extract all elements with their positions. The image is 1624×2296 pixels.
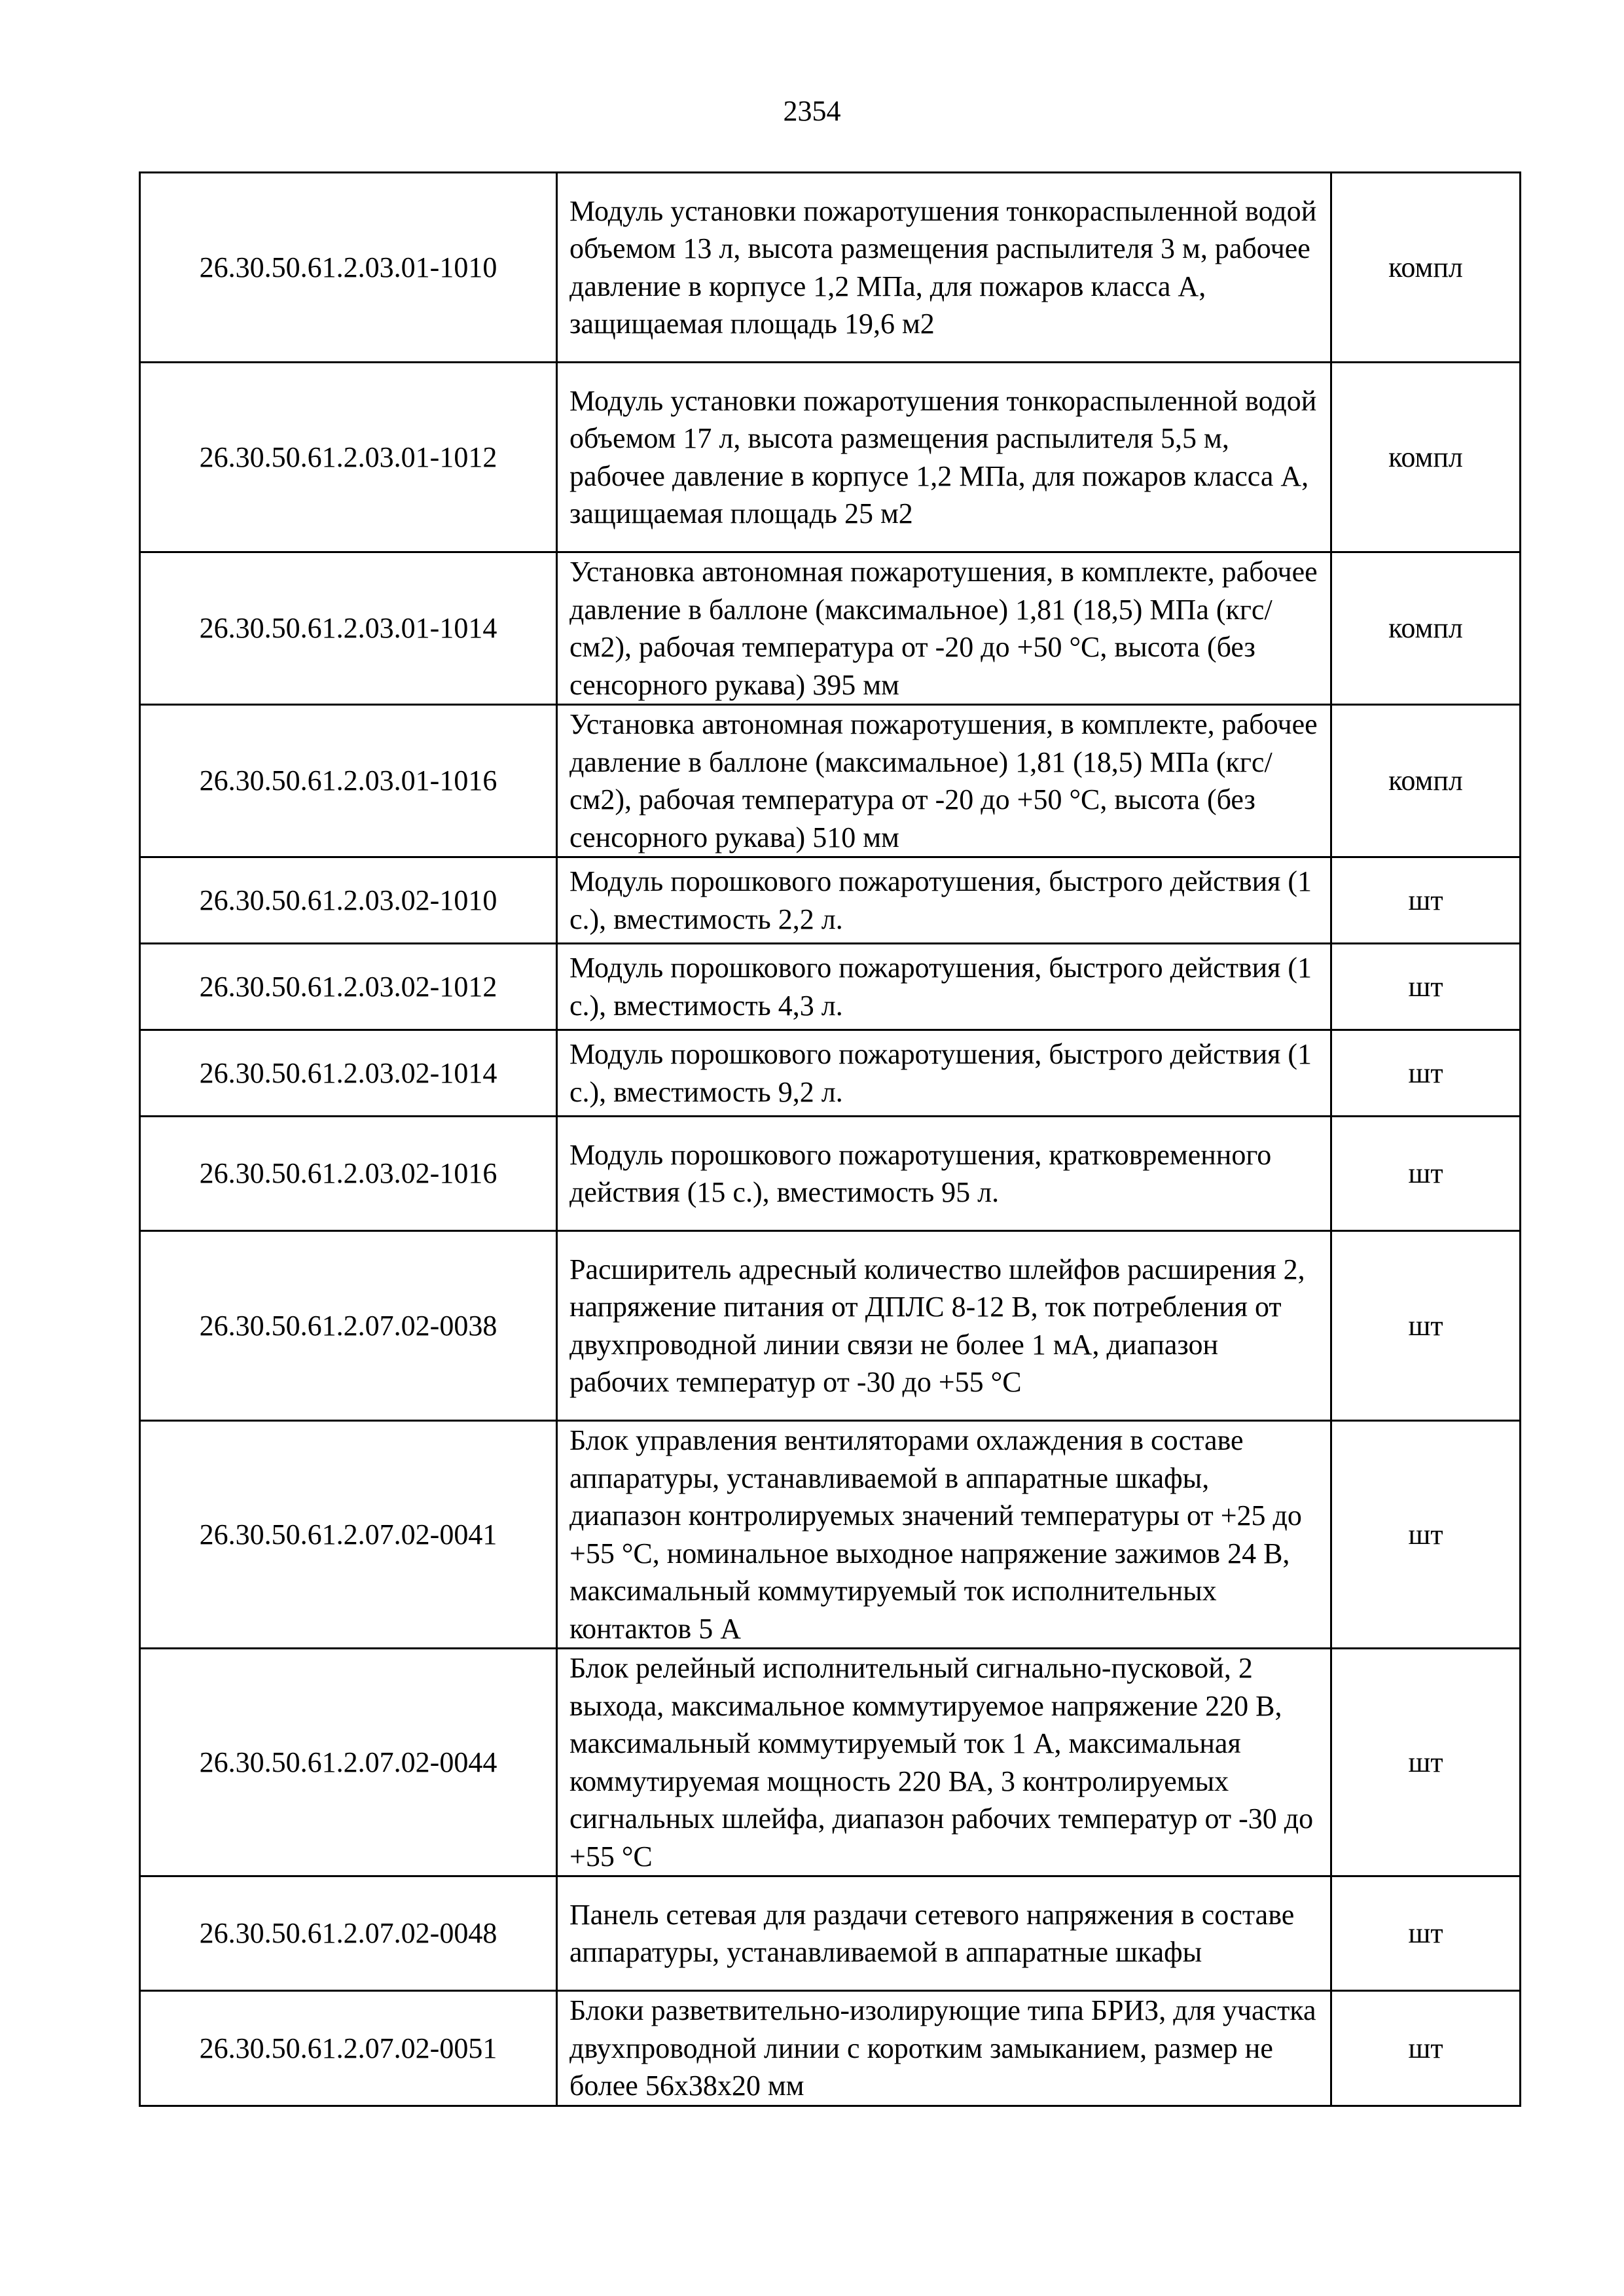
resource-code: 26.30.50.61.2.03.02-1012 [140,944,557,1030]
resource-code: 26.30.50.61.2.07.02-0038 [140,1231,557,1421]
table-row [140,1030,1521,1117]
unit-of-measure: шт [1331,1231,1521,1421]
resource-code: 26.30.50.61.2.07.02-0041 [140,1421,557,1649]
resource-description: Модуль порошкового пожаротушения, кратковременного действия (15 с.), вместимость 95 л. [557,1117,1331,1231]
unit-of-measure: шт [1331,1876,1521,1991]
unit-of-measure: шт [1331,1030,1521,1117]
resource-code: 26.30.50.61.2.03.02-1014 [140,1030,557,1117]
resource-code: 26.30.50.61.2.03.01-1014 [140,552,557,705]
resource-code: 26.30.50.61.2.03.01-1010 [140,173,557,363]
table-row [140,857,1521,944]
table-row [140,363,1521,552]
table-row [140,1421,1521,1649]
unit-of-measure: шт [1331,1421,1521,1649]
resource-code: 26.30.50.61.2.03.02-1016 [140,1117,557,1231]
resource-code: 26.30.50.61.2.07.02-0048 [140,1876,557,1991]
resource-code: 26.30.50.61.2.07.02-0051 [140,1991,557,2106]
resource-code: 26.30.50.61.2.03.02-1010 [140,857,557,944]
table-row [140,944,1521,1030]
resource-description: Блок управления вентиляторами охлаждения в составе аппаратуры, устанавливаемой в аппаратные шкафы, диапазон контролируемых значений температуры от +25 до +55 °С, номинальное выходное напряжение зажимов 24 В, максимальный коммутируемый ток исполнительных контактов 5 А [557,1421,1331,1649]
table-row [140,552,1521,705]
table-row [140,705,1521,857]
resource-table [139,171,1521,2107]
unit-of-measure: шт [1331,1991,1521,2106]
unit-of-measure: компл [1331,173,1521,363]
resource-description: Модуль порошкового пожаротушения, быстрого действия (1 с.), вместимость 4,3 л. [557,944,1331,1030]
page-number: 2354 [783,95,841,127]
table-row [140,1876,1521,1991]
resource-description: Блок релейный исполнительный сигнально-пусковой, 2 выхода, максимальное коммутируемое напряжение 220 В, максимальный коммутируемый ток 1 А, максимальная коммутируемая мощность 220 ВА, 3 контролируемых сигнальных шлейфа, диапазон рабочих температур от -30 до +55 °С [557,1649,1331,1876]
resource-description: Модуль порошкового пожаротушения, быстрого действия (1 с.), вместимость 2,2 л. [557,857,1331,944]
table-row [140,173,1521,363]
resource-description: Расширитель адресный количество шлейфов расширения 2, напряжение питания от ДПЛС 8-12 В, ток потребления от двухпроводной линии связи не более 1 мА, диапазон рабочих температур от -30 до +55 °С [557,1231,1331,1421]
unit-of-measure: шт [1331,1117,1521,1231]
resource-description: Модуль порошкового пожаротушения, быстрого действия (1 с.), вместимость 9,2 л. [557,1030,1331,1117]
table-row [140,1991,1521,2106]
unit-of-measure: компл [1331,552,1521,705]
table-row [140,1231,1521,1421]
resource-code: 26.30.50.61.2.03.01-1016 [140,705,557,857]
unit-of-measure: шт [1331,944,1521,1030]
unit-of-measure: компл [1331,363,1521,552]
unit-of-measure: компл [1331,705,1521,857]
unit-of-measure: шт [1331,1649,1521,1876]
resource-description: Блоки разветвительно-изолирующие типа БРИЗ, для участка двухпроводной линии с коротким замыканием, размер не более 56х38х20 мм [557,1991,1331,2106]
resource-description: Модуль установки пожаротушения тонкораспыленной водой объемом 17 л, высота размещения распылителя 5,5 м, рабочее давление в корпусе 1,2 МПа, для пожаров класса А, защищаемая площадь 25 м2 [557,363,1331,552]
table-row [140,1117,1521,1231]
resource-description: Модуль установки пожаротушения тонкораспыленной водой объемом 13 л, высота размещения распылителя 3 м, рабочее давление в корпусе 1,2 МПа, для пожаров класса А, защищаемая площадь 19,6 м2 [557,173,1331,363]
resource-description: Панель сетевая для раздачи сетевого напряжения в составе аппаратуры, устанавливаемой в аппаратные шкафы [557,1876,1331,1991]
resource-code: 26.30.50.61.2.03.01-1012 [140,363,557,552]
unit-of-measure: шт [1331,857,1521,944]
resource-code: 26.30.50.61.2.07.02-0044 [140,1649,557,1876]
resource-description: Установка автономная пожаротушения, в комплекте, рабочее давление в баллоне (максимальное) 1,81 (18,5) МПа (кгс/см2), рабочая температура от -20 до +50 °С, высота (без сенсорного рукава) 510 мм [557,705,1331,857]
table-row [140,1649,1521,1876]
resource-description: Установка автономная пожаротушения, в комплекте, рабочее давление в баллоне (максимальное) 1,81 (18,5) МПа (кгс/см2), рабочая температура от -20 до +50 °С, высота (без сенсорного рукава) 395 мм [557,552,1331,705]
